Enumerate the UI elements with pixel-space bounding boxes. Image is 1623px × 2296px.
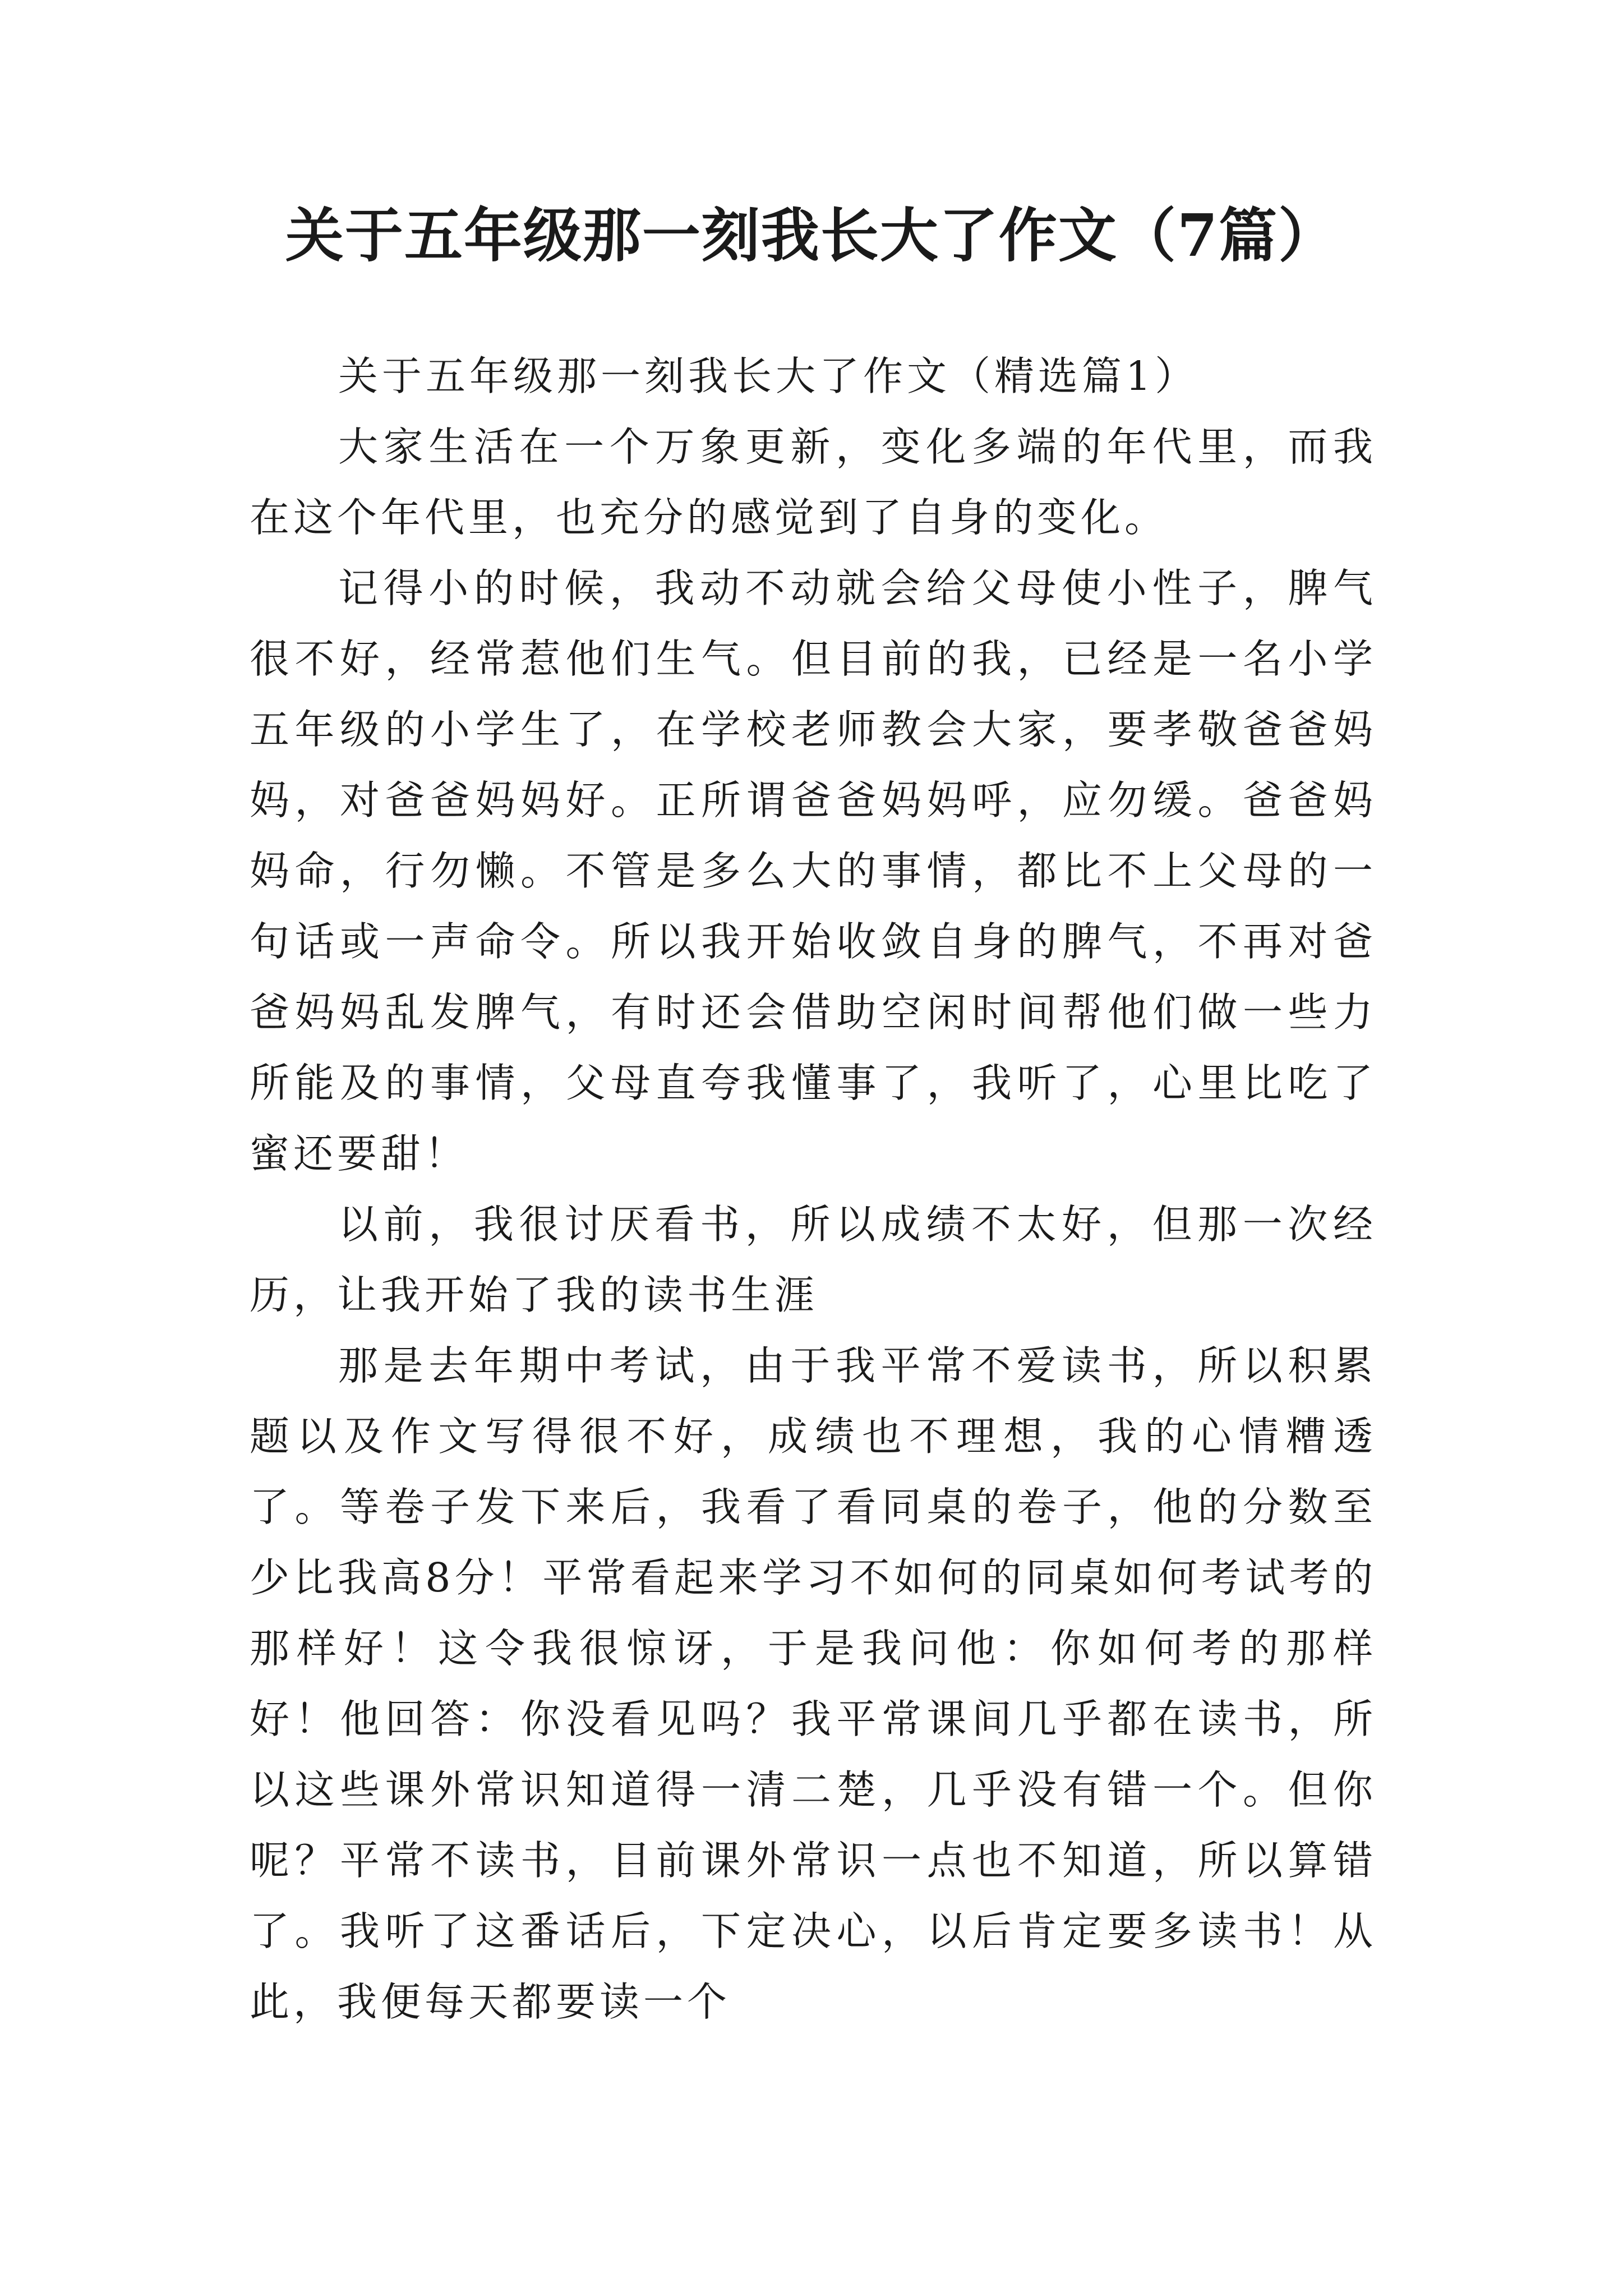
document-body	[250, 341, 1377, 2037]
section-heading: 关于五年级那一刻我长大了作文（精选篇1）	[338, 353, 1199, 399]
paragraph-exam: 那是去年期中考试，由于我平常不爱读书，所以积累题以及作文写得很不好，成绩也不理想，我的心情糟透了。等卷子发下来后，我看了看同桌的卷子，他的分数至少比我高8分！平常看起来学习不如何的同桌如何考试考的那样好！这令我很惊讶，于是我问他：你如何考的那样好！他回答：你没看见吗？我平常课间几乎都在读书，所以这些课外常识知道得一清二楚，几乎没有错一个。但你呢？平常不读书，目前课外常识一点也不知道，所以算错了。我听了这番话后，下定决心，以后肯定要多读书！从此，我便每天都要读一个	[250, 1342, 1377, 2025]
document-title: 关于五年级那一刻我长大了作文（7篇）	[285, 201, 1338, 270]
paragraph-intro: 大家生活在一个万象更新，变化多端的年代里，而我在这个年代里，也充分的感觉到了自身的变化。	[250, 424, 1377, 541]
paragraph-reading: 以前，我很讨厌看书，所以成绩不太好，但那一次经历，让我开始了我的读书生涯	[250, 1201, 1377, 1318]
paragraph-childhood: 记得小的时候，我动不动就会给父母使小性子，脾气很不好，经常惹他们生气。但目前的我，已经是一名小学五年级的小学生了，在学校老师教会大家，要孝敬爸爸妈妈，对爸爸妈妈好。正所谓爸爸妈妈呼，应勿缓。爸爸妈妈命，行勿懒。不管是多么大的事情，都比不上父母的一句话或一声命令。所以我开始收敛自身的脾气，不再对爸爸妈妈乱发脾气，有时还会借助空闲时间帮他们做一些力所能及的事情，父母直夸我懂事了，我听了，心里比吃了蜜还要甜！	[250, 565, 1377, 1177]
